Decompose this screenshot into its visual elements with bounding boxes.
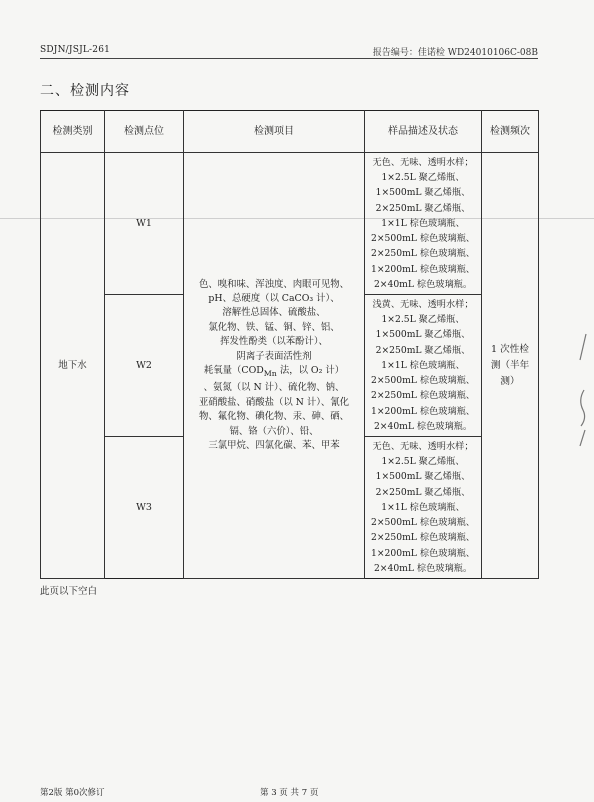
desc-line: 1×500mL 聚乙烯瓶、: [375, 471, 471, 483]
freq-line: 测（半年: [490, 359, 530, 371]
desc-line: 2×40mL 棕色玻璃瓶。: [373, 421, 473, 433]
desc-line: 2×40mL 棕色玻璃瓶。: [373, 279, 473, 291]
desc-line: 无色、无味、透明水样；: [372, 440, 474, 452]
desc-line: 2×40mL 棕色玻璃瓶。: [373, 563, 473, 575]
items-line: 耗氧量（$COD_{Mn}$ 法，以 O₂ 计）: [203, 365, 345, 378]
desc-line: 2×250mL 棕色玻璃瓶、: [371, 532, 475, 544]
point-w3: W3: [105, 437, 184, 579]
header-items: 检测项目: [184, 111, 365, 153]
desc-line: 1×1L 棕色玻璃瓶、: [381, 217, 465, 229]
freq-line: 1 次性检: [491, 343, 529, 355]
table-header-row: [41, 111, 539, 153]
desc-line: 1×2.5L 聚乙烯瓶、: [381, 455, 465, 467]
desc-line: 1×200mL 棕色玻璃瓶、: [371, 405, 475, 417]
document-code: SDJN/JSJL-261: [40, 45, 111, 55]
report-number: 报告编号：佳诺检 WD24010106C-08B: [372, 48, 538, 58]
edition-info: 第2版 第0次修订: [40, 788, 105, 798]
items-line: 挥发性酚类（以苯酚计）、: [220, 336, 328, 348]
desc-line: 1×200mL 棕色玻璃瓶、: [371, 263, 475, 275]
items-cell: [184, 153, 365, 579]
header-frequency: 检测频次: [482, 111, 539, 153]
desc-line: 1×2.5L 聚乙烯瓶、: [381, 313, 465, 325]
header-divider: [40, 58, 538, 59]
desc-line: 2×250mL 棕色玻璃瓶、: [371, 248, 475, 260]
blank-page-note: 此页以下空白: [40, 586, 98, 597]
freq-line: 测）: [500, 375, 520, 387]
category-cell: 地下水: [41, 153, 105, 579]
desc-line: 1×500mL 聚乙烯瓶、: [375, 329, 471, 341]
desc-line: 1×200mL 棕色玻璃瓶、: [371, 547, 475, 559]
header-category: 检测类别: [41, 111, 105, 153]
desc-line: 1×1L 棕色玻璃瓶、: [381, 359, 465, 371]
desc-w2: [365, 295, 482, 437]
table-row: [41, 153, 539, 295]
desc-line: 2×250mL 聚乙烯瓶、: [375, 486, 471, 498]
items-line: 阴离子表面活性剂: [236, 350, 312, 362]
items-line: 、氨氮（以 N 计）、硫化物、钠、: [203, 382, 345, 394]
desc-line: 2×250mL 聚乙烯瓶、: [375, 344, 471, 356]
page-number: 第 3 页 共 7 页: [260, 788, 319, 798]
items-line: 色、嗅和味、浑浊度、肉眼可见物、: [198, 278, 349, 290]
section-title: 二、检测内容: [40, 83, 130, 99]
header-point: 检测点位: [105, 111, 184, 153]
items-line: pH、总硬度（以 CaCO₃ 计）、: [208, 293, 340, 305]
desc-line: 无色、无味、透明水样；: [372, 156, 474, 168]
desc-w3: [365, 437, 482, 579]
desc-line: 2×500mL 棕色玻璃瓶、: [371, 517, 475, 529]
header-sample-desc: 样品描述及状态: [365, 111, 482, 153]
margin-stamp-mark: [574, 330, 590, 450]
desc-line: 1×1L 棕色玻璃瓶、: [381, 501, 465, 513]
items-line: 镉、铬（六价）、铅、: [229, 425, 319, 437]
items-line: 溶解性总固体、硫酸盐、: [222, 307, 326, 319]
items-line: 三氯甲烷、四氯化碳、苯、甲苯: [208, 439, 340, 451]
inspection-content-table: [40, 110, 539, 579]
point-w2: W2: [105, 295, 184, 437]
desc-line: 2×500mL 棕色玻璃瓶、: [371, 233, 475, 245]
desc-line: 浅黄、无味、透明水样；: [372, 298, 474, 310]
desc-line: 2×500mL 棕色玻璃瓶、: [371, 375, 475, 387]
desc-line: 1×500mL 聚乙烯瓶、: [375, 187, 471, 199]
desc-line: 2×250mL 棕色玻璃瓶、: [371, 390, 475, 402]
point-w1: W1: [105, 153, 184, 295]
items-line: 亚硝酸盐、硝酸盐（以 N 计）、氰化: [198, 396, 350, 408]
desc-line: 1×2.5L 聚乙烯瓶、: [381, 171, 465, 183]
frequency-cell: [482, 153, 539, 579]
items-line: 氯化物、铁、锰、铜、锌、铝、: [208, 321, 340, 333]
desc-w1: [365, 153, 482, 295]
items-line: 物、氟化物、碘化物、汞、砷、硒、: [198, 411, 349, 423]
desc-line: 2×250mL 聚乙烯瓶、: [375, 202, 471, 214]
